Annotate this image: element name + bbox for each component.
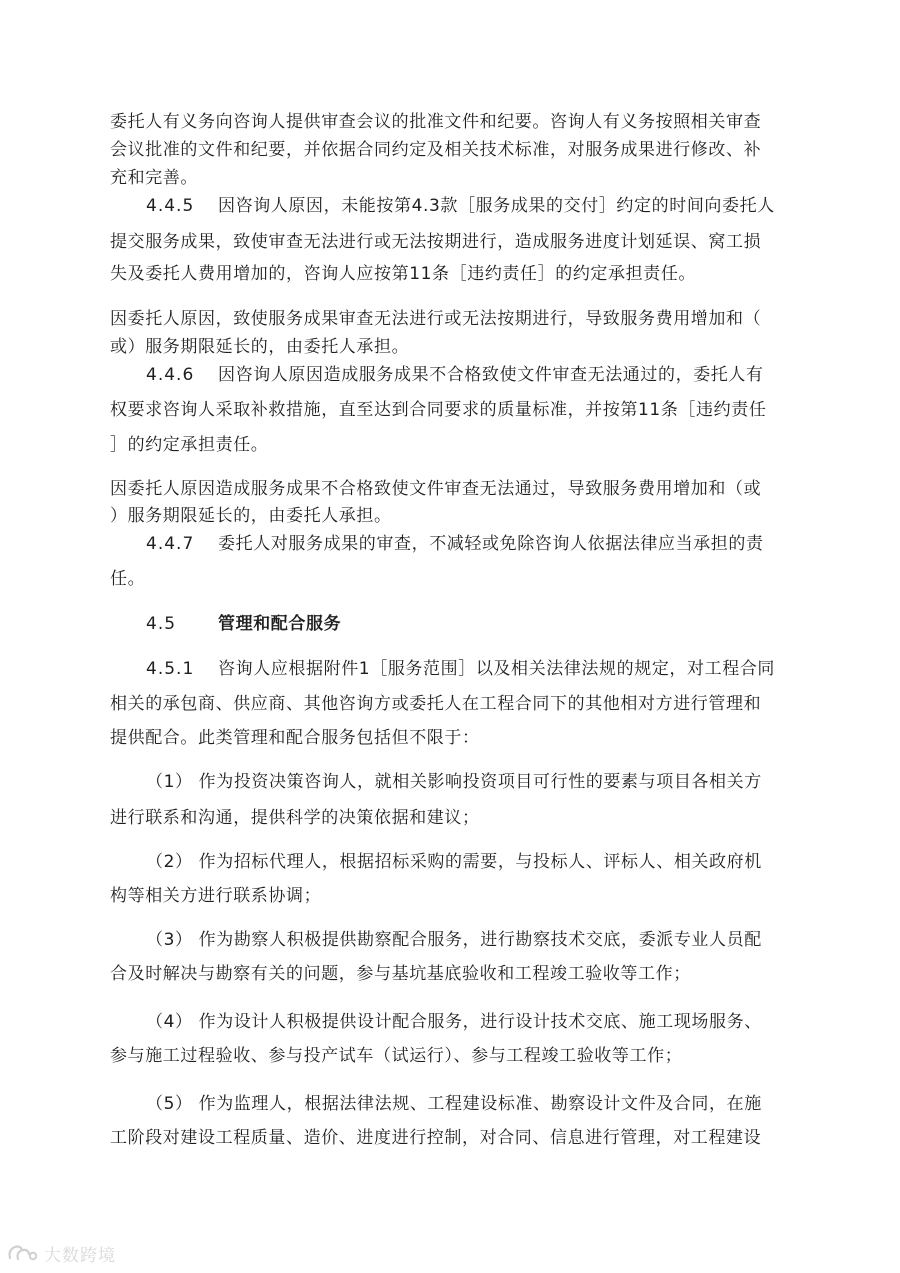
line-text: （2） 作为招标代理人，根据招标采购的需要，与投标人、评标人、相关政府机 xyxy=(146,852,762,872)
clause-line xyxy=(146,196,775,216)
clause-line xyxy=(146,614,341,634)
text-line xyxy=(110,479,761,499)
watermark-logo-icon xyxy=(6,1242,40,1264)
line-text: 因委托人原因造成服务成果不合格致使文件审查无法通过，导致服务费用增加和（或 xyxy=(110,479,762,499)
clause-number: 4.5.1 xyxy=(146,659,195,679)
text-line xyxy=(146,1012,762,1032)
watermark-text: 大数跨境 xyxy=(44,1245,116,1266)
text-line xyxy=(110,168,198,188)
clause-number: 4.4.6 xyxy=(146,365,195,385)
text-line xyxy=(110,569,145,589)
line-text: 委托人有义务向咨询人提供审查会议的批准文件和纪要。咨询人有义务按照相关审查 xyxy=(110,112,762,132)
text-line xyxy=(110,264,696,284)
line-text: 任。 xyxy=(110,569,146,589)
text-line xyxy=(110,112,761,132)
clause-line xyxy=(146,659,775,679)
watermark xyxy=(6,1240,116,1266)
text-line xyxy=(110,886,321,906)
text-line xyxy=(110,309,761,329)
line-text: （4） 作为设计人积极提供设计配合服务，进行设计技术交底、施工现场服务、 xyxy=(146,1012,762,1032)
clause-line xyxy=(146,365,764,385)
line-text: 参与施工过程验收、参与投产试车（试运行）、参与工程竣工验收等工作； xyxy=(110,1046,683,1066)
line-text: 委托人对服务成果的审查，不减轻或免除咨询人依据法律应当承担的责 xyxy=(218,534,764,554)
text-line xyxy=(110,337,409,357)
text-line xyxy=(110,728,480,748)
line-text: 权要求咨询人采取补救措施，直至达到合同要求的质量标准，并按第11条［违约责任 xyxy=(110,400,767,420)
text-line xyxy=(110,232,761,252)
text-line xyxy=(110,1046,682,1066)
text-line xyxy=(110,964,691,984)
line-text: 合及时解决与勘察有关的问题，参与基坑基底验收和工程竣工验收等工作； xyxy=(110,964,691,984)
line-text: 充和完善。 xyxy=(110,168,198,188)
text-line xyxy=(146,930,762,950)
text-line xyxy=(146,772,762,792)
text-line xyxy=(146,1094,762,1114)
line-text: 因咨询人原因，未能按第4.3款［服务成果的交付］约定的时间向委托人 xyxy=(218,196,775,216)
text-line xyxy=(110,506,392,526)
line-text: 会议批准的文件和纪要，并依据合同约定及相关技术标准，对服务成果进行修改、补 xyxy=(110,140,762,160)
line-text: 提供配合。此类管理和配合服务包括但不限于： xyxy=(110,728,480,748)
line-text: 提交服务成果，致使审查无法进行或无法按期进行，造成服务进度计划延误、窝工损 xyxy=(110,232,762,252)
clause-line xyxy=(146,534,764,554)
line-text: 因委托人原因，致使服务成果审查无法进行或无法按期进行，导致服务费用增加和（ xyxy=(110,309,762,329)
line-text: （3） 作为勘察人积极提供勘察配合服务，进行勘察技术交底，委派专业人员配 xyxy=(146,930,762,950)
line-text: 失及委托人费用增加的，咨询人应按第11条［违约责任］的约定承担责任。 xyxy=(110,264,697,284)
line-text: 咨询人应根据附件1［服务范围］以及相关法律法规的规定，对工程合同 xyxy=(218,659,776,679)
line-text: 相关的承包商、供应商、其他咨询方或委托人在工程合同下的其他相对方进行管理和 xyxy=(110,694,762,714)
line-text: 或）服务期限延长的，由委托人承担。 xyxy=(110,337,410,357)
line-text: 工阶段对建设工程质量、造价、进度进行控制，对合同、信息进行管理，对工程建设 xyxy=(110,1128,762,1148)
line-text: ）服务期限延长的，由委托人承担。 xyxy=(110,506,392,526)
line-text: ］的约定承担责任。 xyxy=(110,435,269,455)
text-line xyxy=(110,1128,761,1148)
line-text: 进行联系和沟通，提供科学的决策依据和建议； xyxy=(110,808,480,828)
text-line xyxy=(110,694,761,714)
text-line xyxy=(110,435,268,455)
clause-number: 4.4.7 xyxy=(146,534,195,554)
section-title: 管理和配合服务 xyxy=(218,614,342,634)
line-text: 因咨询人原因造成服务成果不合格致使文件审查无法通过的，委托人有 xyxy=(218,365,764,385)
text-line xyxy=(110,808,480,828)
clause-number: 4.4.5 xyxy=(146,196,195,216)
text-line xyxy=(110,140,761,160)
text-line xyxy=(146,852,762,872)
text-line xyxy=(110,400,766,420)
line-text: （5） 作为监理人，根据法律法规、工程建设标准、勘察设计文件及合同，在施 xyxy=(146,1094,762,1114)
clause-number: 4.5 xyxy=(146,614,177,634)
line-text: 构等相关方进行联系协调； xyxy=(110,886,322,906)
line-text: （1） 作为投资决策咨询人，就相关影响投资项目可行性的要素与项目各相关方 xyxy=(146,772,762,792)
